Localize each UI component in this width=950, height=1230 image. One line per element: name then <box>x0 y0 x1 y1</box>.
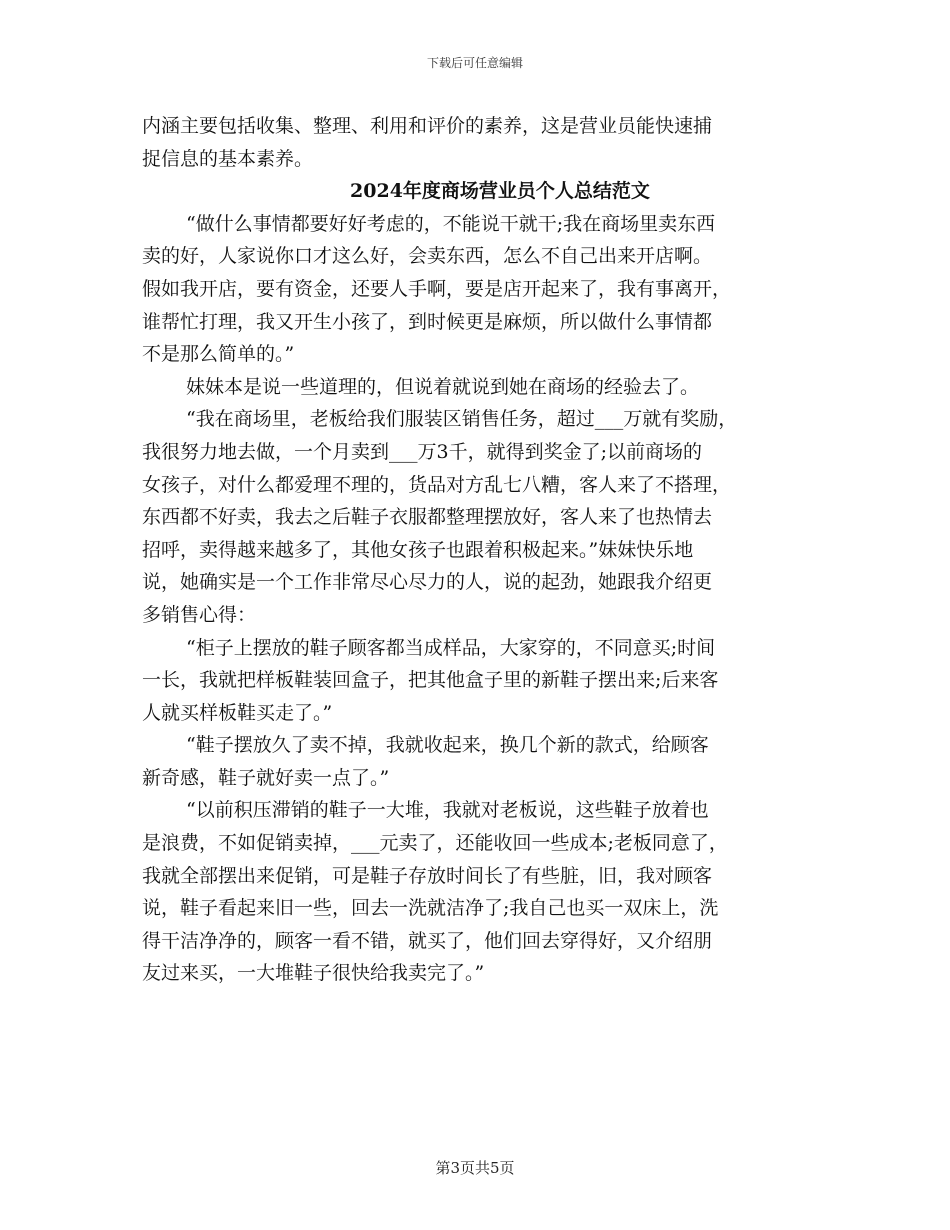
text-line: 说，她确实是一个工作非常尽心尽力的人，说的起劲，她跟我介绍更 <box>142 571 713 594</box>
text-line: 招呼，卖得越来越多了，其他女孩子也跟着积极起来。”妹妹快乐地 <box>142 538 694 561</box>
text-line: 人就买样板鞋买走了。” <box>142 701 333 724</box>
text-line: 妹妹本是说一些道理的，但说着就说到她在商场的经验去了。 <box>186 375 700 398</box>
page-footer: 第3页共5页 <box>435 1159 515 1177</box>
text-line: 说，鞋子看起来旧一些，回去一洗就洁净了;我自己也买一双床上，洗 <box>142 897 719 920</box>
text-line: “我在商场里，老板给我们服装区销售任务，超过___万就有奖励， <box>186 408 738 431</box>
text-line: “做什么事情都要好好考虑的，不能说干就干;我在商场里卖东西 <box>186 212 716 235</box>
text-line: 新奇感，鞋子就好卖一点了。” <box>142 766 390 789</box>
text-line: 我很努力地去做，一个月卖到___万3千，就得到奖金了;以前商场的 <box>142 440 702 463</box>
text-line: 得干洁净净的，顾客一看不错，就买了，他们回去穿得好，又介绍朋 <box>142 929 713 952</box>
text-line: 一长，我就把样板鞋装回盒子，把其他盒子里的新鞋子摆出来;后来客 <box>142 669 719 692</box>
text-line: 捉信息的基本素养。 <box>142 147 314 170</box>
text-line: 多销售心得： <box>142 603 257 626</box>
text-line: 友过来买，一大堆鞋子很快给我卖完了。” <box>142 962 485 985</box>
document-body <box>142 110 818 990</box>
text-line: 内涵主要包括收集、整理、利用和评价的素养，这是营业员能快速捕 <box>142 115 713 137</box>
text-line: “以前积压滞销的鞋子一大堆，我就对老板说，这些鞋子放着也 <box>186 799 709 822</box>
text-line: 谁帮忙打理，我又开生小孩了，到时候更是麻烦，所以做什么事情都 <box>142 310 713 333</box>
text-line: 东西都不好卖，我去之后鞋子衣服都整理摆放好，客人来了也热情去 <box>142 506 713 529</box>
text-line: 假如我开店，要有资金，还要人手啊，要是店开起来了，我有事离开， <box>142 277 732 300</box>
text-line: 不是那么简单的。” <box>142 343 295 366</box>
page-header: 下载后可任意编辑 <box>426 56 523 70</box>
intro-lines <box>142 110 818 175</box>
text-line: “柜子上摆放的鞋子顾客都当成样品，大家穿的，不同意买;时间 <box>186 636 716 659</box>
document-title: 2024年度商场营业员个人总结范文 <box>350 180 650 203</box>
text-line: 是浪费，不如促销卖掉，___元卖了，还能收回一些成本;老板同意了， <box>142 832 728 855</box>
text-line: 卖的好，人家说你口才这么好，会卖东西，怎么不自己出来开店啊。 <box>142 245 713 268</box>
text-line: 我就全部摆出来促销，可是鞋子存放时间长了有些脏，旧，我对顾客 <box>142 864 713 887</box>
text-line: “鞋子摆放久了卖不掉，我就收起来，换几个新的款式，给顾客 <box>186 734 709 757</box>
body-lines <box>142 208 818 990</box>
text-line: 女孩子，对什么都爱理不理的，货品对方乱七八糟，客人来了不搭理， <box>142 473 732 496</box>
